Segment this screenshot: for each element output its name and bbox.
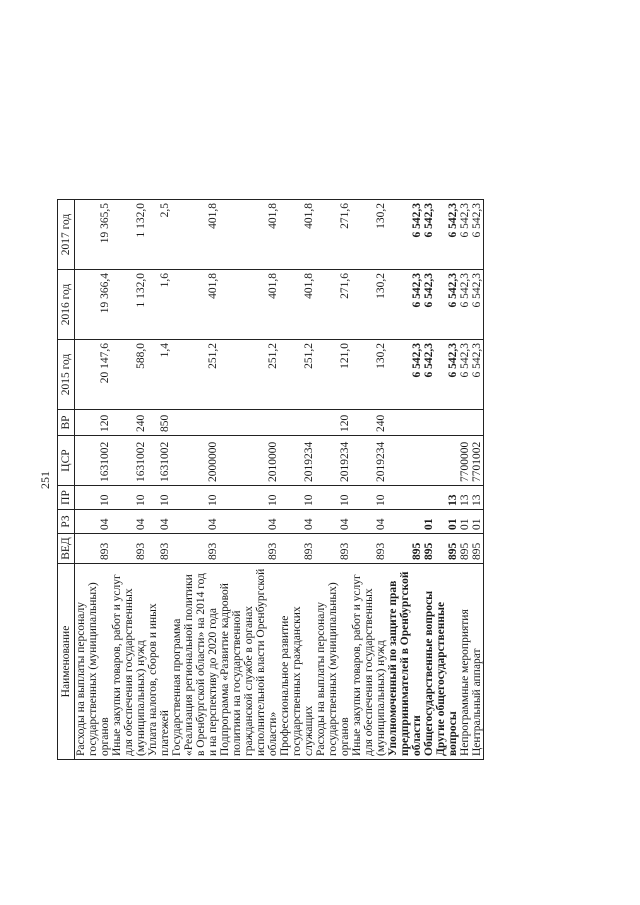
table-row	[471, 200, 484, 760]
table-row	[387, 200, 423, 760]
cell-pr: 13	[471, 486, 484, 510]
cell-2017: 401,8	[219, 200, 279, 270]
cell-name: Профессиональное развитие государственных гражданских служащих	[279, 564, 315, 760]
cell-2017: 19 365,5	[75, 200, 112, 270]
cell-name: Уплата налогов, сборов и иных платежей	[147, 564, 171, 760]
cell-rz: 01	[435, 510, 459, 534]
cell-2015: 130,2	[351, 340, 387, 410]
cell-2015: 588,0	[111, 340, 147, 410]
cell-2016: 401,8	[219, 270, 279, 340]
cell-csr	[423, 436, 435, 486]
cell-rz: 04	[219, 510, 279, 534]
table-row	[279, 200, 315, 760]
cell-vr	[279, 410, 315, 436]
cell-csr: 7701002	[471, 436, 484, 486]
cell-csr: 2019234	[315, 436, 351, 486]
cell-name: Расходы на выплаты персоналу государственных (муниципальных) органов	[315, 564, 351, 760]
cell-2015: 6 542,3	[471, 340, 484, 410]
cell-pr	[423, 486, 435, 510]
budget-table	[57, 199, 484, 760]
cell-vr	[435, 410, 459, 436]
cell-ved: 893	[111, 534, 147, 564]
cell-ved: 895	[459, 534, 471, 564]
cell-name: Уполномоченный по защите прав предпринимателей в Оренбургской области	[387, 564, 423, 760]
cell-name: Другие общегосударственные вопросы	[435, 564, 459, 760]
header-2016: 2016 год	[58, 270, 75, 340]
cell-ved: 893	[171, 534, 219, 564]
cell-2016: 271,6	[315, 270, 351, 340]
cell-csr: 2019234	[279, 436, 315, 486]
header-pr: ПР	[58, 486, 75, 510]
cell-2017: 271,6	[315, 200, 351, 270]
cell-2015: 251,2	[279, 340, 315, 410]
header-2015: 2015 год	[58, 340, 75, 410]
cell-rz: 04	[147, 510, 171, 534]
cell-rz: 01	[471, 510, 484, 534]
table-row	[147, 200, 171, 760]
cell-2017: 401,8	[279, 200, 315, 270]
cell-rz	[387, 510, 423, 534]
cell-name: Непрограммные мероприятия	[459, 564, 471, 760]
table-body	[75, 200, 484, 760]
cell-2016: 401,8	[171, 270, 219, 340]
cell-2017: 6 542,3	[387, 200, 423, 270]
cell-name: Иные закупки товаров, работ и услуг для обеспечения государственных (муниципальных) нужд	[351, 564, 387, 760]
cell-name: Центральный аппарат	[471, 564, 484, 760]
cell-2017: 6 542,3	[423, 200, 435, 270]
cell-name: Общегосударственные вопросы	[423, 564, 435, 760]
table-row	[75, 200, 112, 760]
cell-pr	[387, 486, 423, 510]
cell-vr: 240	[111, 410, 147, 436]
cell-rz: 01	[459, 510, 471, 534]
cell-vr	[387, 410, 423, 436]
cell-2015: 20 147,6	[75, 340, 112, 410]
cell-2015: 6 542,3	[459, 340, 471, 410]
cell-2016: 6 542,3	[471, 270, 484, 340]
cell-name: Подпрограмма «Развитие кадровой политики на государственной гражданской службе в органах исполнительной власти Оренбургской области»	[219, 564, 279, 760]
cell-pr: 10	[219, 486, 279, 510]
cell-ved: 895	[435, 534, 459, 564]
header-csr: ЦСР	[58, 436, 75, 486]
cell-ved: 893	[315, 534, 351, 564]
rotated-content	[38, 40, 605, 760]
cell-2017: 6 542,3	[435, 200, 459, 270]
cell-rz: 04	[111, 510, 147, 534]
cell-2015: 6 542,3	[387, 340, 423, 410]
cell-2017: 1 132,0	[111, 200, 147, 270]
cell-pr: 10	[75, 486, 112, 510]
header-name: Наименование	[58, 564, 75, 760]
cell-csr: 7700000	[459, 436, 471, 486]
cell-pr: 13	[459, 486, 471, 510]
cell-2016: 19 366,4	[75, 270, 112, 340]
cell-2016: 1,6	[147, 270, 171, 340]
cell-pr: 10	[147, 486, 171, 510]
header-row	[58, 200, 75, 760]
table-row	[351, 200, 387, 760]
cell-pr: 10	[315, 486, 351, 510]
cell-pr: 10	[111, 486, 147, 510]
cell-rz: 04	[315, 510, 351, 534]
cell-2016: 6 542,3	[387, 270, 423, 340]
cell-csr: 1631002	[147, 436, 171, 486]
table-row	[423, 200, 435, 760]
cell-vr	[423, 410, 435, 436]
cell-vr: 120	[315, 410, 351, 436]
cell-2017: 6 542,3	[471, 200, 484, 270]
cell-vr	[459, 410, 471, 436]
cell-rz: 04	[279, 510, 315, 534]
cell-2017: 130,2	[351, 200, 387, 270]
table-row	[435, 200, 459, 760]
cell-2017: 2,5	[147, 200, 171, 270]
cell-pr: 10	[171, 486, 219, 510]
cell-name: Расходы на выплаты персоналу государственных (муниципальных) органов	[75, 564, 112, 760]
cell-vr: 120	[75, 410, 112, 436]
cell-2017: 6 542,3	[459, 200, 471, 270]
cell-pr: 13	[435, 486, 459, 510]
cell-ved: 895	[471, 534, 484, 564]
cell-2016: 6 542,3	[459, 270, 471, 340]
cell-2015: 251,2	[171, 340, 219, 410]
cell-vr	[219, 410, 279, 436]
page-number: 251	[38, 471, 52, 489]
header-2017: 2017 год	[58, 200, 75, 270]
cell-2017: 401,8	[171, 200, 219, 270]
cell-rz: 04	[171, 510, 219, 534]
cell-rz: 04	[75, 510, 112, 534]
table-row	[459, 200, 471, 760]
cell-ved: 893	[219, 534, 279, 564]
cell-2016: 6 542,3	[435, 270, 459, 340]
cell-ved: 893	[147, 534, 171, 564]
cell-2015: 121,0	[315, 340, 351, 410]
cell-ved: 893	[279, 534, 315, 564]
cell-name: Иные закупки товаров, работ и услуг для обеспечения государственных (муниципальных) нужд	[111, 564, 147, 760]
cell-2015: 1,4	[147, 340, 171, 410]
cell-2016: 6 542,3	[423, 270, 435, 340]
table-row	[171, 200, 219, 760]
cell-2016: 130,2	[351, 270, 387, 340]
cell-csr: 2010000	[219, 436, 279, 486]
cell-name: Государственная программа «Реализация региональной политики в Оренбургской области» на 2014 год и на перспективу до 2020 года	[171, 564, 219, 760]
cell-pr: 10	[351, 486, 387, 510]
cell-2015: 6 542,3	[423, 340, 435, 410]
cell-ved: 895	[387, 534, 423, 564]
header-rz: РЗ	[58, 510, 75, 534]
cell-2016: 401,8	[279, 270, 315, 340]
cell-2015: 251,2	[219, 340, 279, 410]
header-ved: ВЕД	[58, 534, 75, 564]
cell-rz: 01	[423, 510, 435, 534]
cell-vr: 240	[351, 410, 387, 436]
cell-vr	[471, 410, 484, 436]
cell-csr: 1631002	[111, 436, 147, 486]
cell-pr: 10	[279, 486, 315, 510]
cell-ved: 893	[351, 534, 387, 564]
cell-rz: 04	[351, 510, 387, 534]
table-row	[111, 200, 147, 760]
cell-vr	[171, 410, 219, 436]
cell-csr	[387, 436, 423, 486]
cell-csr	[435, 436, 459, 486]
cell-ved: 893	[75, 534, 112, 564]
header-vr: ВР	[58, 410, 75, 436]
cell-csr: 1631002	[75, 436, 112, 486]
cell-csr: 2019234	[351, 436, 387, 486]
cell-2015: 6 542,3	[435, 340, 459, 410]
cell-2016: 1 132,0	[111, 270, 147, 340]
cell-csr: 2000000	[171, 436, 219, 486]
table-row	[219, 200, 279, 760]
cell-vr: 850	[147, 410, 171, 436]
table-row	[315, 200, 351, 760]
cell-ved: 895	[423, 534, 435, 564]
